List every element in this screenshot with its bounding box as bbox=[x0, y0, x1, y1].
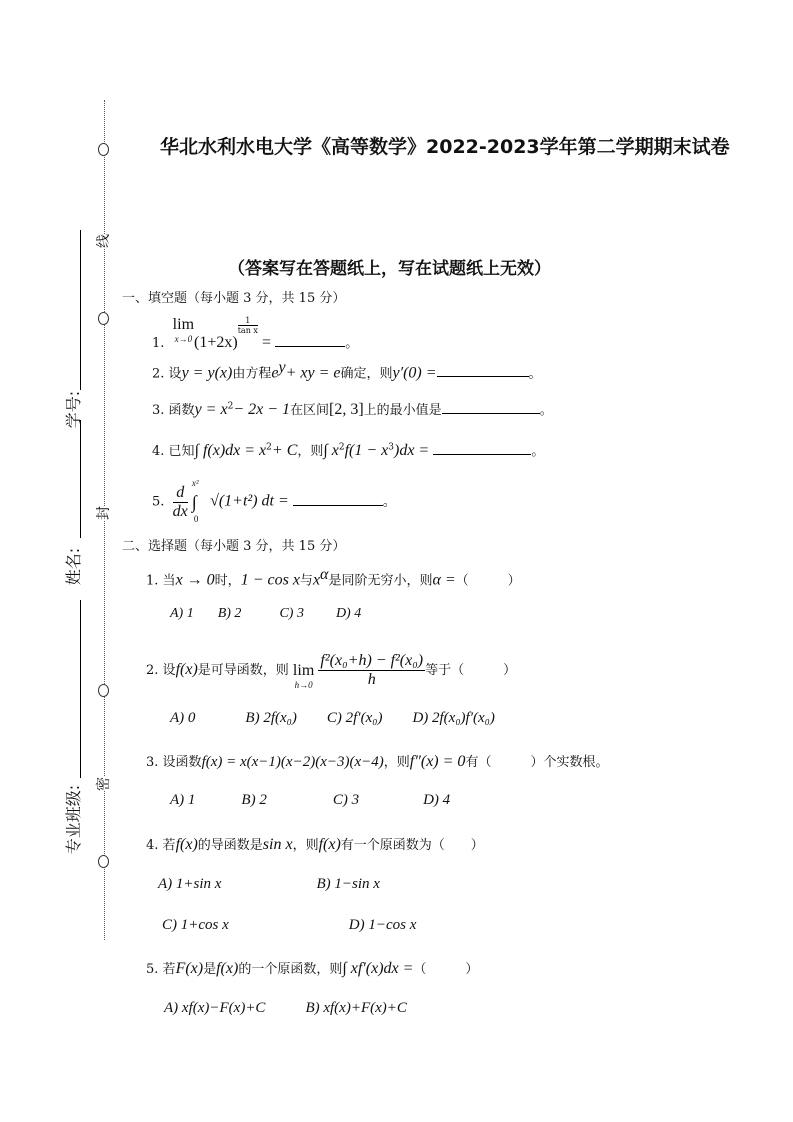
option-a[interactable]: A) xf(x)−F(x)+C bbox=[164, 1000, 266, 1016]
fill-question-1: 1. lim x→0 (1+2x) $\frac{1}{\text{tan x}}$ = 。 bbox=[152, 316, 359, 351]
option-d[interactable]: D) 1−cos x bbox=[348, 917, 417, 933]
option-c[interactable]: C) 3 bbox=[279, 606, 304, 621]
option-a[interactable]: A) 1+sin x bbox=[158, 876, 222, 892]
option-b[interactable]: B) xf(x)+F(x)+C bbox=[305, 1000, 407, 1016]
option-b[interactable]: B) 1−sin x bbox=[316, 876, 380, 892]
choice-options-2 bbox=[170, 710, 495, 727]
option-b[interactable]: B) 2 bbox=[241, 792, 267, 808]
choice-options-5 bbox=[164, 1000, 407, 1017]
option-c[interactable]: C) 1+cos x bbox=[162, 917, 229, 933]
answer-blank[interactable] bbox=[442, 399, 540, 414]
section2-heading: 二、选择题（每小题 3 分，共 15 分） bbox=[122, 539, 346, 554]
choice-options-4a bbox=[158, 876, 380, 893]
option-a[interactable]: A) 1 bbox=[170, 606, 194, 621]
seal-label-line: 线 bbox=[93, 234, 113, 248]
seal-label-secret: 密 bbox=[93, 777, 113, 791]
fill-question-2: 2. 设y = y(x)由方程$e^y+$ xy = e确定，则y′(0) = 。 bbox=[152, 359, 542, 382]
choice-options-3 bbox=[170, 792, 450, 809]
fill-question-5: 5. $\frac{d}{dx}$ x² ∫ 0 √(1+t²) dt = 。 bbox=[152, 478, 396, 524]
option-a[interactable]: A) 1 bbox=[170, 792, 196, 808]
binding-circle-icon bbox=[98, 855, 109, 868]
seal-label-seal: 封 bbox=[93, 506, 113, 520]
section1-heading: 一、填空题（每小题 3 分，共 15 分） bbox=[122, 291, 346, 306]
binding-dotted-line bbox=[104, 100, 105, 940]
option-c[interactable]: C) 3 bbox=[332, 792, 360, 808]
name-underline bbox=[80, 420, 81, 538]
option-c[interactable]: C) 2f′(x₀) bbox=[326, 710, 383, 726]
option-d[interactable]: D) 4 bbox=[335, 606, 362, 621]
binding-circle-icon bbox=[98, 143, 109, 156]
answer-blank[interactable] bbox=[433, 440, 531, 455]
choice-question-1: 1. 当x → 0时，1 − cos x与$x^\alpha$是同阶无穷小，则α =（ ） bbox=[146, 566, 521, 589]
name-label: 姓名: bbox=[64, 547, 84, 586]
choice-options-1 bbox=[170, 606, 361, 622]
student-id-label: 学号: bbox=[64, 390, 84, 429]
answer-blank[interactable] bbox=[275, 332, 345, 347]
binding-circle-icon bbox=[98, 684, 109, 697]
answer-blank[interactable] bbox=[293, 491, 383, 506]
answer-blank[interactable] bbox=[437, 362, 529, 377]
exam-subtitle: （答案写在答题纸上，写在试题纸上无效） bbox=[228, 259, 551, 279]
option-b[interactable]: B) 2 bbox=[217, 606, 242, 621]
class-underline bbox=[80, 600, 81, 778]
fill-question-3: 3. 函数$y = x^2- 2x - 1$在区间[2, 3]上的最小值是 。 bbox=[152, 401, 553, 418]
choice-question-3: 3. 设函数f(x) = x(x−1)(x−2)(x−3)(x−4)，则f″(x) = 0有（ ）个实数根。 bbox=[146, 753, 609, 770]
choice-question-2: 2. 设f(x)是可导函数，则 lim h→0 $\frac{\text{f²(x₀+h) − f²(x₀)}}{h}$ 等于（ ） bbox=[146, 652, 517, 690]
class-label: 专业班级: bbox=[64, 784, 84, 855]
choice-question-4: 4. 若f(x)的导函数是sin x，则f(x)有一个原函数为（ ） bbox=[146, 836, 484, 853]
choice-options-4b bbox=[162, 917, 416, 934]
fill-question-4: 4. 已知∫ $f(x)dx = x^2+ C$，则∫ $x^2f(1 - x^3)dx$ = 。 bbox=[152, 442, 545, 459]
option-a[interactable]: A) 0 bbox=[170, 710, 196, 726]
exam-title: 华北水利水电大学《高等数学》2022-2023学年第二学期期末试卷 bbox=[160, 136, 730, 158]
choice-question-5: 5. 若F(x)是f(x)的一个原函数，则∫ xf′(x)dx =（ ） bbox=[146, 960, 479, 977]
option-b[interactable]: B) 2f(x₀) bbox=[245, 710, 297, 726]
option-d[interactable]: D) 2f(x₀)f′(x₀) bbox=[412, 710, 495, 726]
option-d[interactable]: D) 4 bbox=[423, 792, 451, 808]
student-id-underline bbox=[80, 230, 81, 390]
binding-circle-icon bbox=[98, 312, 109, 325]
